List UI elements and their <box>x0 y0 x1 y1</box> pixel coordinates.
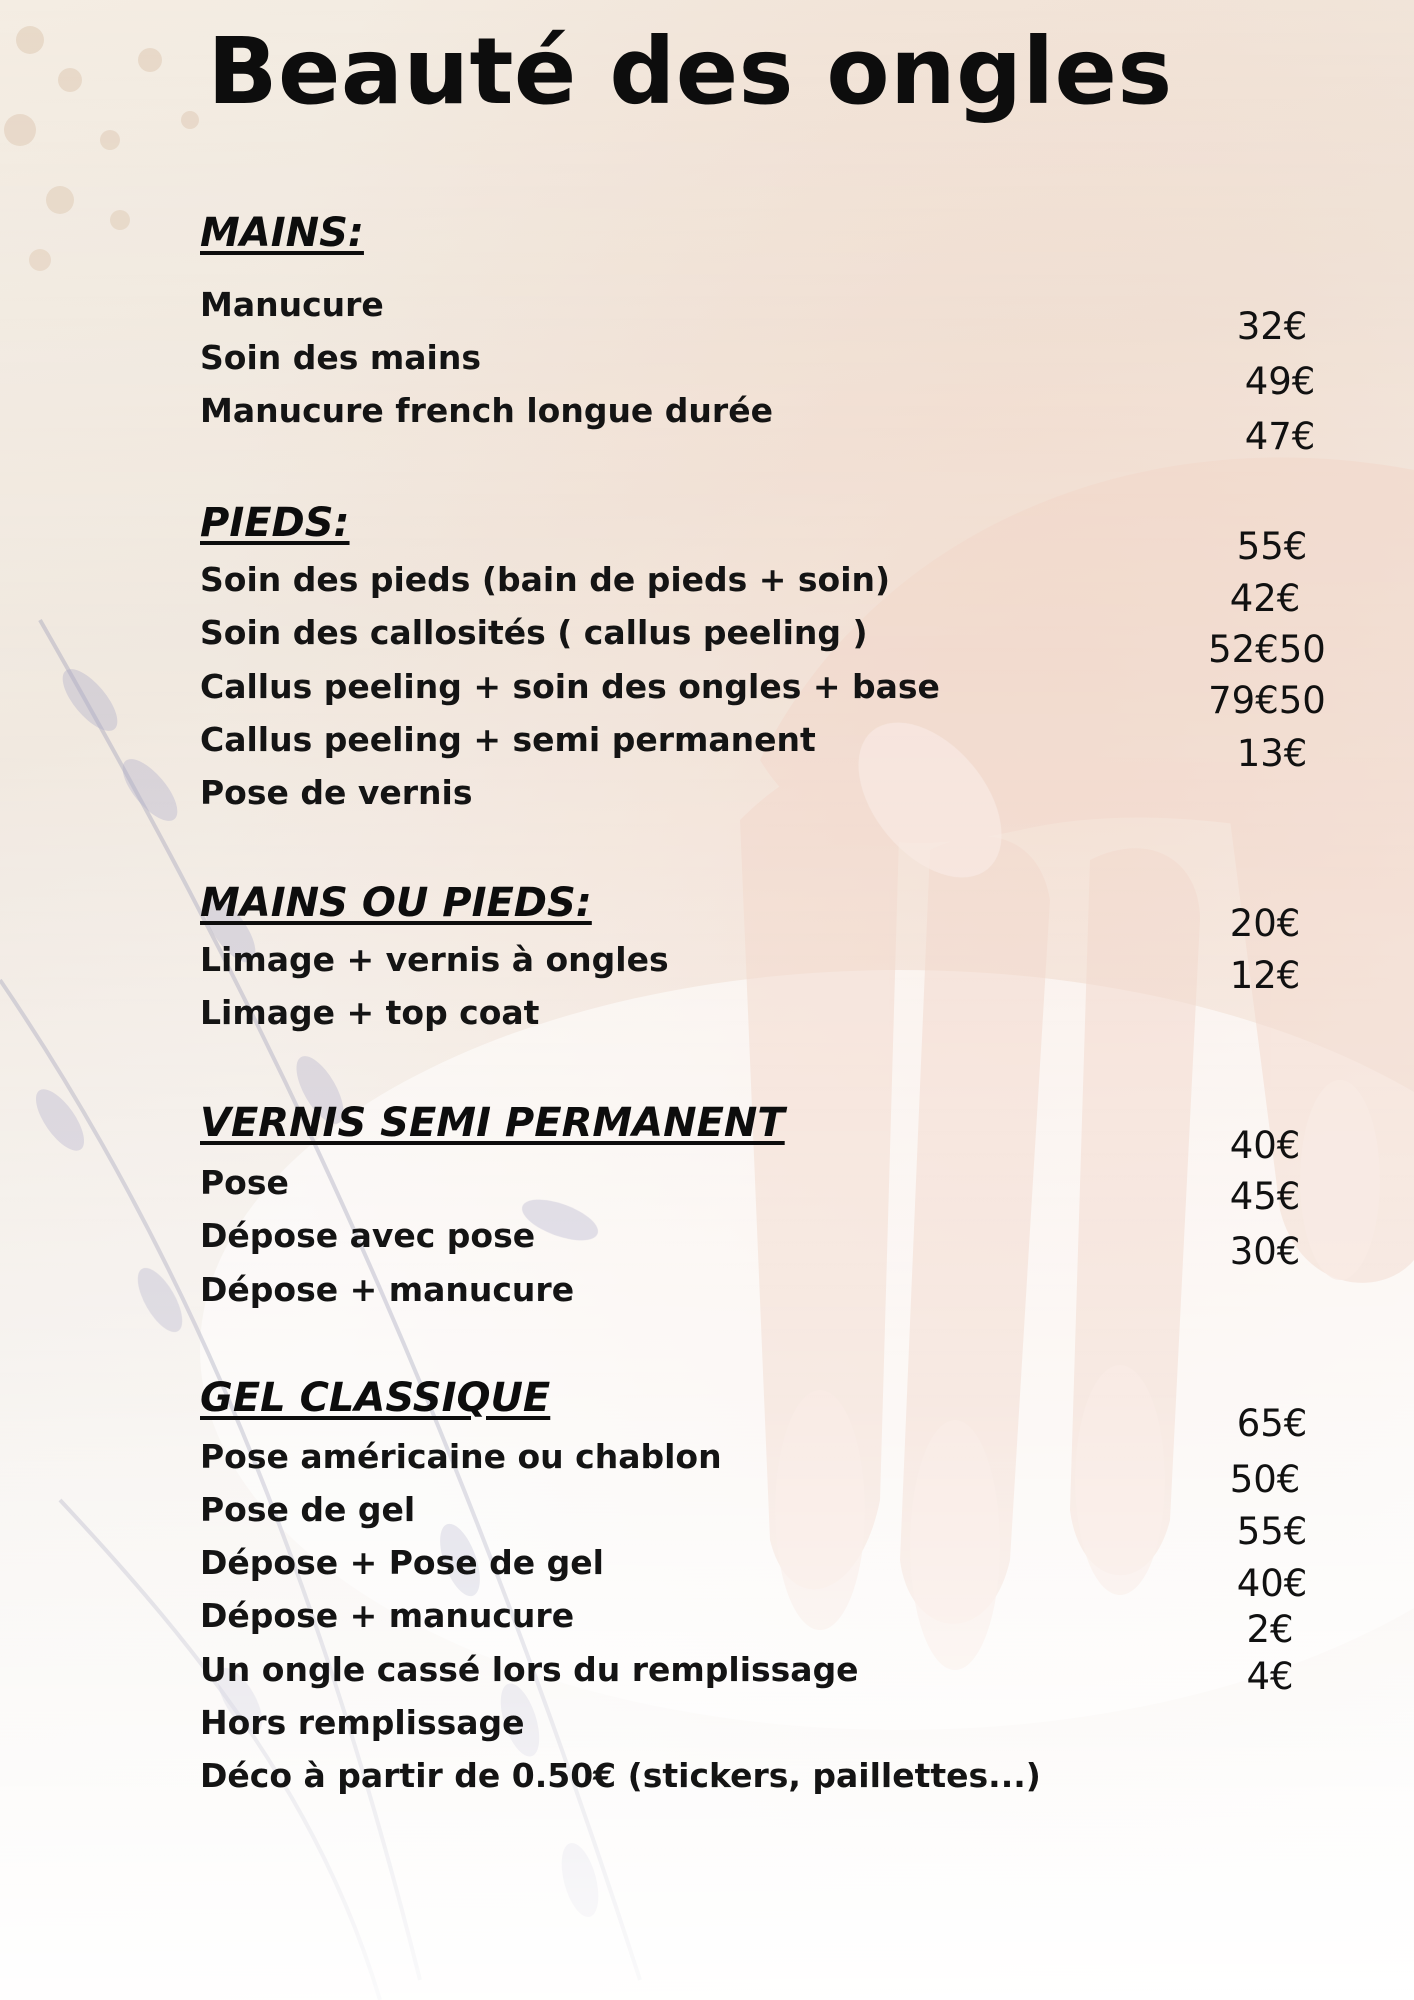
service-price: 40€ <box>1229 1124 1301 1167</box>
service-item: Soin des mains <box>200 338 481 377</box>
page-title: Beauté des ongles <box>207 18 1173 125</box>
service-price: 2€ <box>1246 1608 1294 1651</box>
service-item: Dépose + manucure <box>200 1270 575 1309</box>
service-item: Limage + top coat <box>200 993 540 1032</box>
service-price: 49€ <box>1244 360 1316 403</box>
service-price: 47€ <box>1244 415 1316 458</box>
section-heading-gel-classique: GEL CLASSIQUE <box>200 1375 551 1421</box>
section-heading-pieds: PIEDS: <box>200 500 350 546</box>
service-item: Pose <box>200 1163 289 1202</box>
service-item: Déco à partir de 0.50€ (stickers, paillettes...) <box>200 1756 1041 1795</box>
service-price: 13€ <box>1236 732 1308 775</box>
service-price: 79€50 <box>1208 679 1326 722</box>
service-item: Hors remplissage <box>200 1703 525 1742</box>
service-price: 45€ <box>1229 1175 1301 1218</box>
service-price: 12€ <box>1229 954 1301 997</box>
service-item: Limage + vernis à ongles <box>200 940 669 979</box>
service-item: Pose de vernis <box>200 773 473 812</box>
service-item: Pose de gel <box>200 1490 416 1529</box>
service-price: 32€ <box>1236 305 1308 348</box>
service-item: Dépose + Pose de gel <box>200 1543 604 1582</box>
service-item: Callus peeling + semi permanent <box>200 720 816 759</box>
section-heading-mains-ou-pieds: MAINS OU PIEDS: <box>200 880 592 926</box>
service-price: 55€ <box>1236 525 1308 568</box>
service-price: 30€ <box>1229 1230 1301 1273</box>
service-item: Callus peeling + soin des ongles + base <box>200 667 940 706</box>
service-item: Un ongle cassé lors du remplissage <box>200 1650 859 1689</box>
service-item: Pose américaine ou chablon <box>200 1437 722 1476</box>
service-item: Manucure french longue durée <box>200 391 773 430</box>
service-price: 42€ <box>1229 577 1301 620</box>
section-heading-mains: MAINS: <box>200 210 364 256</box>
service-item: Soin des callosités ( callus peeling ) <box>200 613 868 652</box>
service-item: Dépose + manucure <box>200 1596 575 1635</box>
section-heading-vernis-semi-permanent: VERNIS SEMI PERMANENT <box>200 1100 785 1146</box>
service-price: 4€ <box>1246 1655 1294 1698</box>
service-price: 52€50 <box>1208 628 1326 671</box>
service-price: 55€ <box>1236 1510 1308 1553</box>
service-item: Soin des pieds (bain de pieds + soin) <box>200 560 891 599</box>
service-price: 65€ <box>1236 1402 1308 1445</box>
service-item: Dépose avec pose <box>200 1216 536 1255</box>
service-price: 40€ <box>1236 1562 1308 1605</box>
service-item: Manucure <box>200 285 384 324</box>
service-price: 20€ <box>1229 902 1301 945</box>
service-price: 50€ <box>1229 1458 1301 1501</box>
